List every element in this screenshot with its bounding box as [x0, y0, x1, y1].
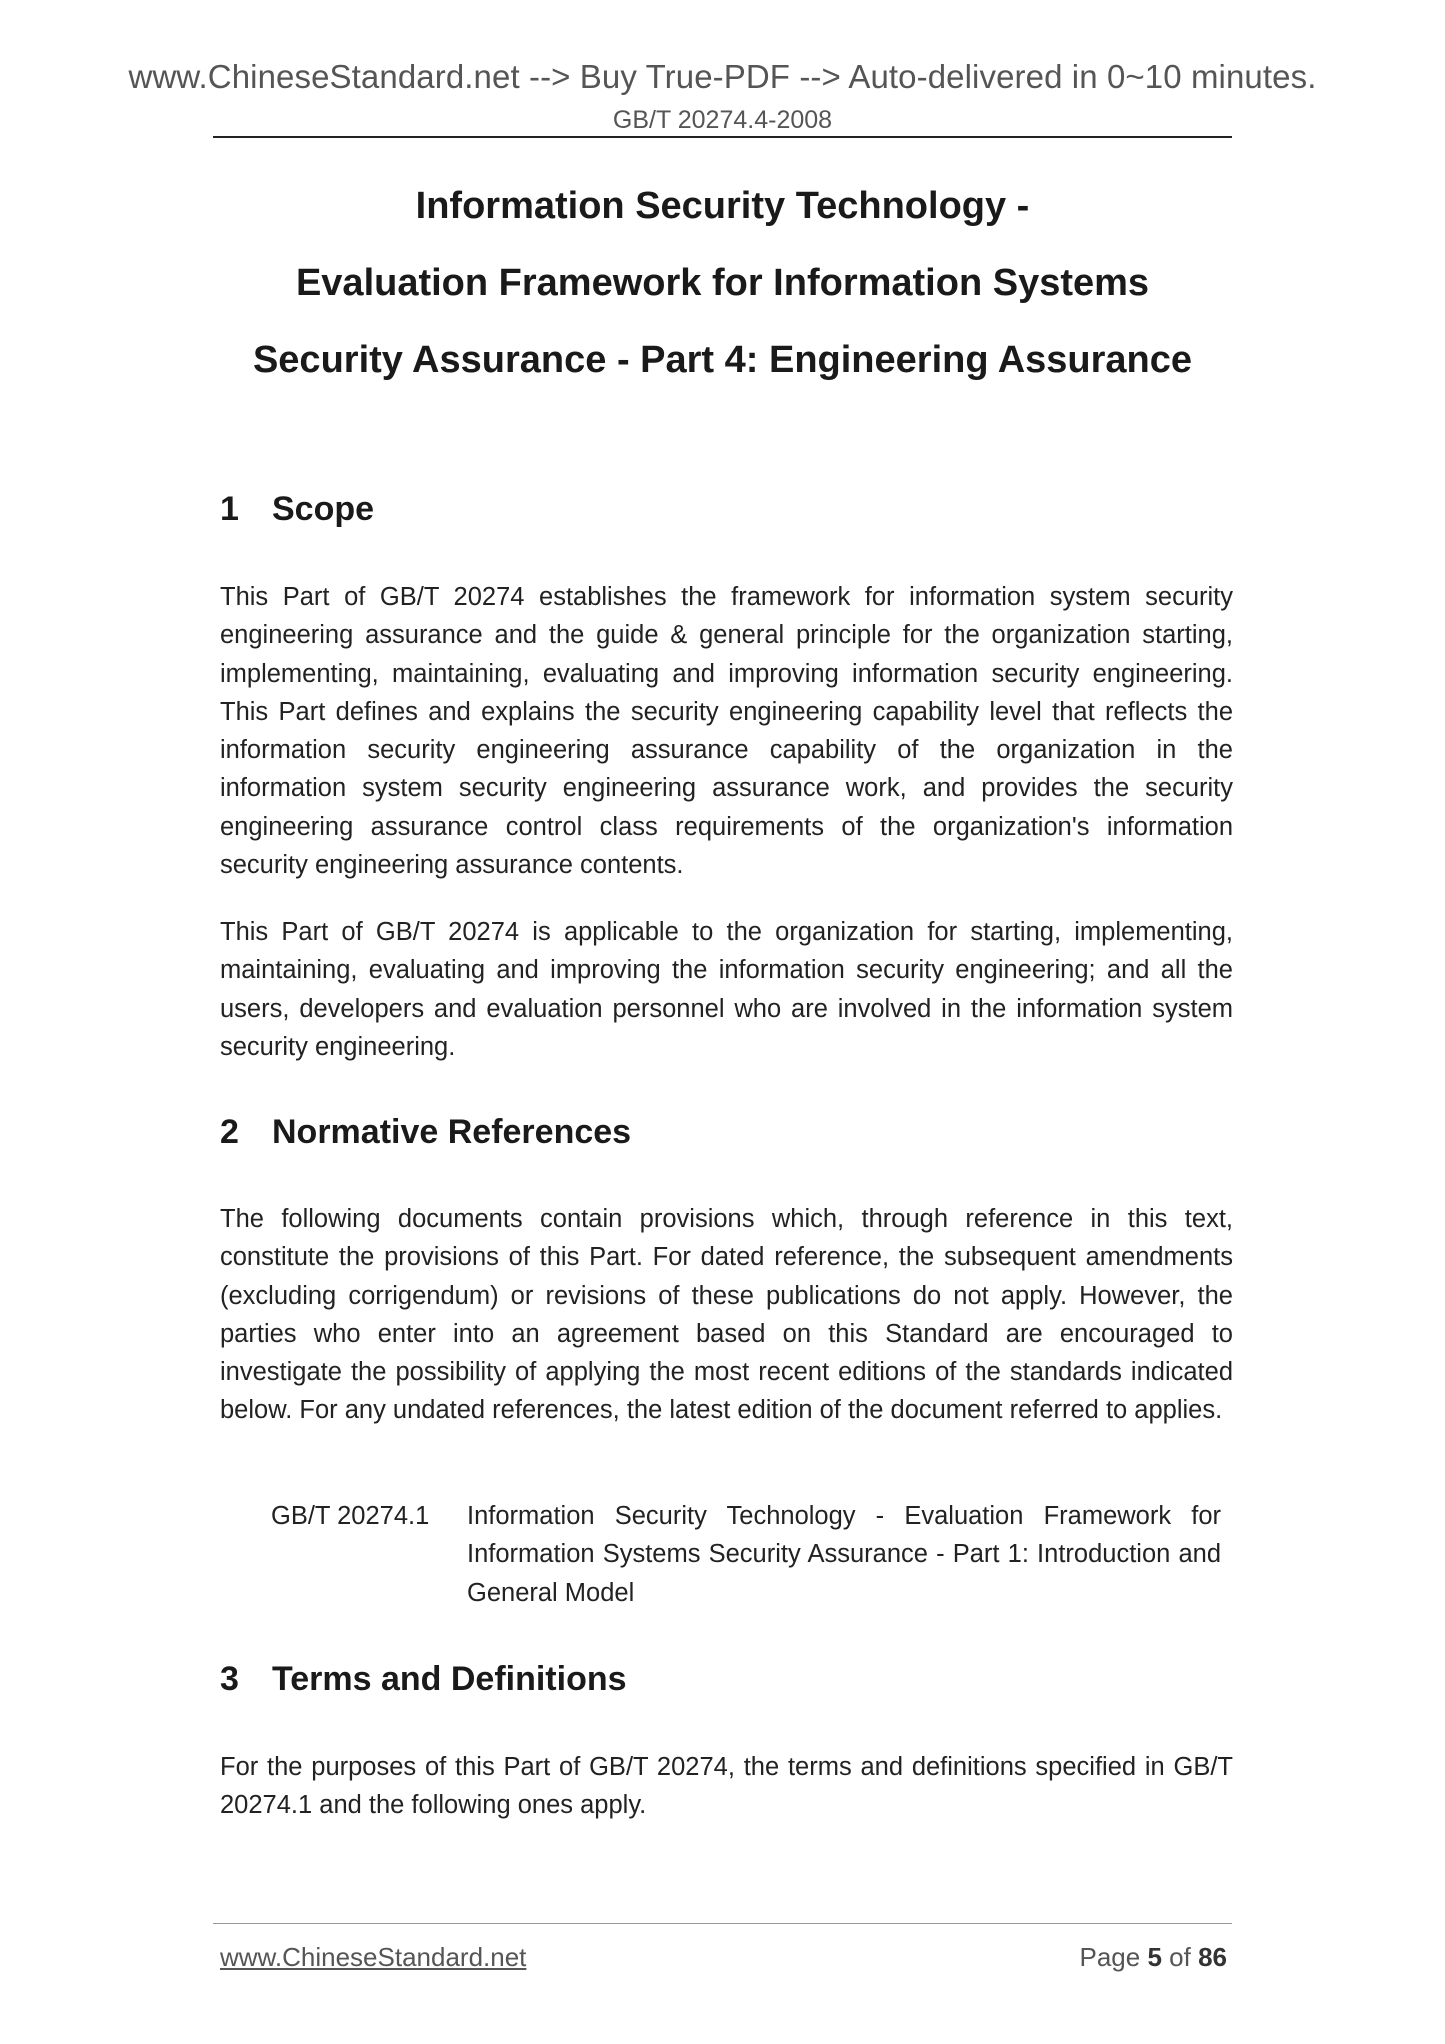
header-banner[interactable]: www.ChineseStandard.net --> Buy True-PDF --> Auto-delivered in 0~10 minutes. [128, 58, 1317, 95]
footer-site-link[interactable]: www.ChineseStandard.net [220, 1942, 527, 1972]
page-number [1079, 1942, 1227, 1973]
section-2-number: 2 [220, 1113, 239, 1151]
page-of: of [1169, 1942, 1191, 1972]
page-total: 86 [1198, 1942, 1227, 1972]
title-line-2: Evaluation Framework for Information Systems [295, 262, 1150, 304]
header-divider [213, 136, 1232, 138]
page-current: 5 [1147, 1942, 1162, 1972]
section-3-number: 3 [220, 1660, 239, 1698]
page-prefix: Page [1079, 1942, 1141, 1972]
scope-paragraph-2: This Part of GB/T 20274 is applicable to the organization for starting, implementing, maintaining, evaluating and improving the information security engineering; and all the users, developers and evaluation personnel who are involved in the information system security engineering. [220, 918, 1233, 1061]
scope-paragraph-1: This Part of GB/T 20274 establishes the framework for information system security engineering assurance and the guide & general principle for the organization starting, implementing, maintaining, evaluating and improving information security engineering. This Part defines and explains the security engineering capability level that reflects the information security engineering assurance capability of the organization in the information system security engineering assurance work, and provides the security engineering assurance control class requirements of the organization's information security engineering assurance contents. [220, 583, 1233, 880]
terms-paragraph-1: For the purposes of this Part of GB/T 20274, the terms and definitions specified in GB/T 20274.1 and the following ones apply. [220, 1753, 1233, 1820]
title-line-3: Security Assurance - Part 4: Engineering Assurance [252, 339, 1193, 381]
footer-divider [213, 1923, 1232, 1924]
section-3-heading [220, 1660, 627, 1699]
section-2-heading [220, 1113, 631, 1152]
title-line-1: Information Security Technology - [415, 185, 1030, 227]
section-2-title: Normative References [272, 1113, 632, 1151]
header-doc-id: GB/T 20274.4-2008 [612, 106, 833, 134]
section-1-number: 1 [220, 490, 239, 528]
reference-code: GB/T 20274.1 [271, 1502, 430, 1530]
section-3-title: Terms and Definitions [272, 1660, 627, 1698]
section-1-heading [220, 490, 374, 529]
section-1-title: Scope [272, 490, 375, 528]
references-paragraph-1: The following documents contain provisions which, through reference in this text, constitute the provisions of this Part. For dated reference, the subsequent amendments (excluding corrigendum) or revisions of these publications do not apply. However, the parties who enter into an agreement based on this Standard are encouraged to investigate the possibility of applying the most recent editions of the standards indicated below. For any undated references, the latest edition of the document referred to applies. [220, 1205, 1233, 1425]
reference-title: Information Security Technology - Evaluation Framework for Information Systems Security Assurance - Part 1: Introduction and General Model [467, 1502, 1221, 1607]
